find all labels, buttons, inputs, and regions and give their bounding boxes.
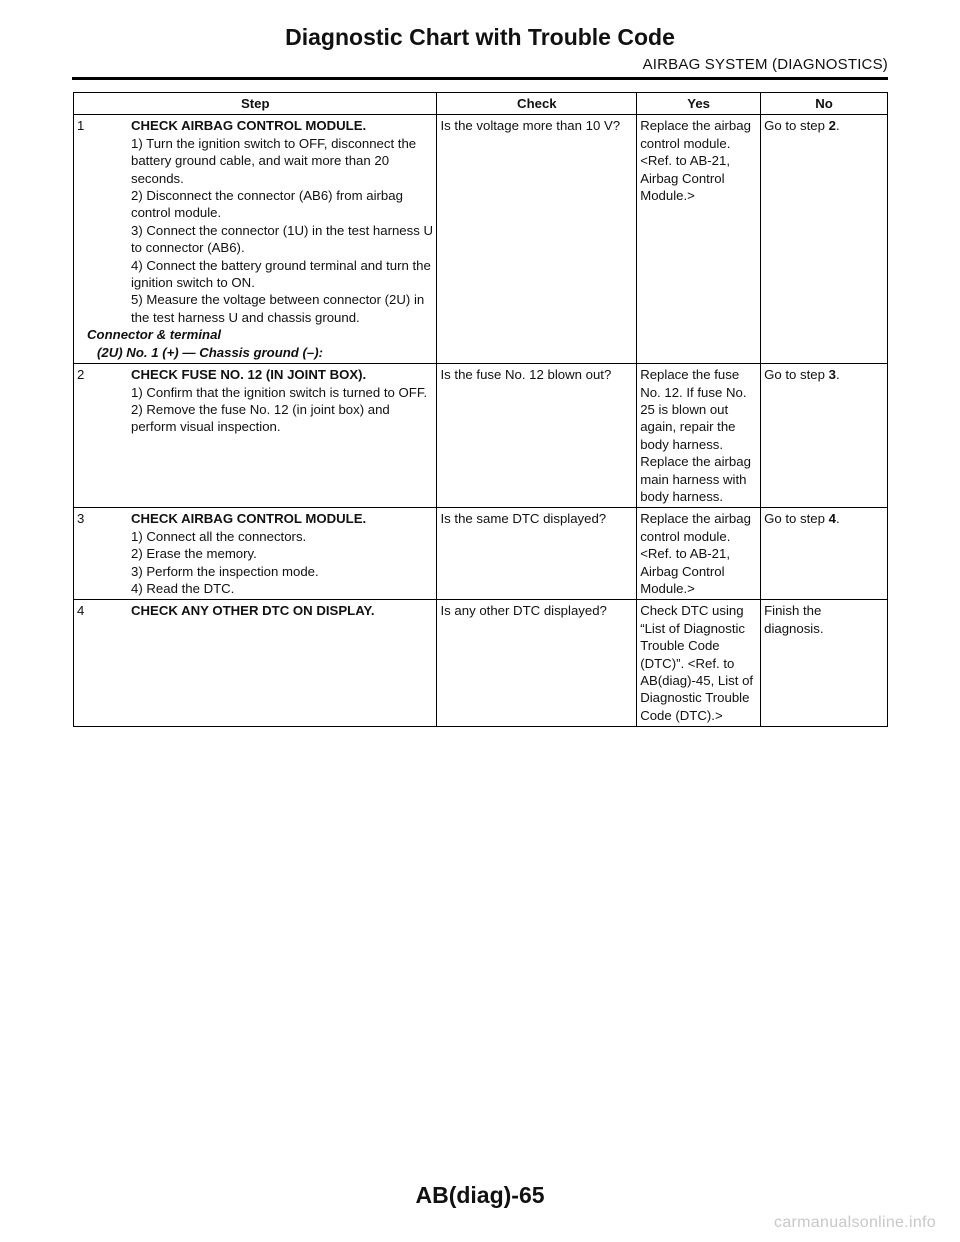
spec-label: Connector & terminal [87,327,222,343]
no-text-end: . [835,367,840,383]
column-header-check: Check [437,93,637,115]
no-cell [761,115,888,364]
yes-cell: Replace the airbag control module. <Ref. to AB-21, Airbag Control Module.> [637,115,761,364]
page-title: Diagnostic Chart with Trouble Code [285,24,675,50]
step-instruction: 3) Connect the connector (1U) in the test harness U to connector (AB6). [131,222,433,256]
no-cell [761,508,888,600]
yes-cell: Replace the fuse No. 12. If fuse No. 25 is blown out again, repair the body harness. Replace the airbag main harness with body harness. [637,364,761,508]
check-cell: Is the same DTC displayed? [437,508,637,600]
table-header-row [74,93,888,115]
no-cell [761,364,888,508]
watermark: carmanualsonline.info [774,1214,936,1231]
column-header-yes: Yes [637,93,761,115]
step-cell [74,508,437,600]
yes-cell: Check DTC using “List of Diagnostic Trouble Code (DTC)”. <Ref. to AB(diag)-45, List of Diagnostic Trouble Code (DTC).> [637,600,761,727]
step-instruction: 2) Erase the memory. [131,546,257,562]
no-cell [761,600,888,727]
step-heading: CHECK FUSE NO. 12 (IN JOINT BOX). [131,367,367,383]
no-text: Go to step [764,511,829,527]
step-heading: CHECK ANY OTHER DTC ON DISPLAY. [131,603,375,619]
step-instruction: 4) Connect the battery ground terminal and turn the ignition switch to ON. [131,257,431,291]
step-instruction: 1) Turn the ignition switch to OFF, disconnect the battery ground cable, and wait more than 20 seconds. [131,135,417,186]
step-number: 4 [77,603,85,619]
step-number: 3 [77,511,85,527]
no-text: Go to step [764,367,829,383]
step-number: 2 [77,367,85,383]
step-instruction: 4) Read the DTC. [131,580,235,596]
no-text: Go to step [764,118,829,134]
step-instruction: 2) Disconnect the connector (AB6) from airbag control module. [131,188,403,221]
table-row [74,600,888,727]
section-title: AIRBAG SYSTEM (DIAGNOSTICS) [642,56,888,73]
no-text-end: . [835,511,840,527]
step-cell [74,364,437,508]
step-heading: CHECK AIRBAG CONTROL MODULE. [131,511,367,527]
step-instruction: 2) Remove the fuse No. 12 (in joint box) and perform visual inspection. [131,401,390,435]
step-cell [74,115,437,364]
yes-cell: Replace the airbag control module. <Ref. to AB-21, Airbag Control Module.> [637,508,761,600]
step-reference[interactable]: 2 [828,118,836,134]
step-number: 1 [77,118,85,134]
column-header-step: Step [74,93,437,115]
table-row [74,115,888,364]
column-header-no: No [761,93,888,115]
check-cell: Is the voltage more than 10 V? [437,115,637,364]
step-instruction: 5) Measure the voltage between connector (2U) in the test harness U and chassis ground. [131,292,425,325]
check-cell: Is any other DTC displayed? [437,600,637,727]
step-instruction: 3) Perform the inspection mode. [131,563,319,579]
step-instruction: 1) Confirm that the ignition switch is turned to OFF. [131,384,428,400]
header-divider [72,77,888,80]
no-text-end: . [835,118,840,134]
page-number: AB(diag)-65 [415,1182,545,1208]
step-instruction: 1) Connect all the connectors. [131,528,307,544]
step-cell [74,600,437,727]
step-reference[interactable]: 4 [828,511,836,527]
step-heading: CHECK AIRBAG CONTROL MODULE. [131,118,367,134]
spec-value: (2U) No. 1 (+) — Chassis ground (–): [97,344,324,360]
no-text: Finish the diagnosis. [764,603,824,636]
table-row [74,364,888,508]
table-row [74,508,888,600]
check-cell: Is the fuse No. 12 blown out? [437,364,637,508]
diagnostic-table [73,92,888,727]
step-reference[interactable]: 3 [828,367,836,383]
